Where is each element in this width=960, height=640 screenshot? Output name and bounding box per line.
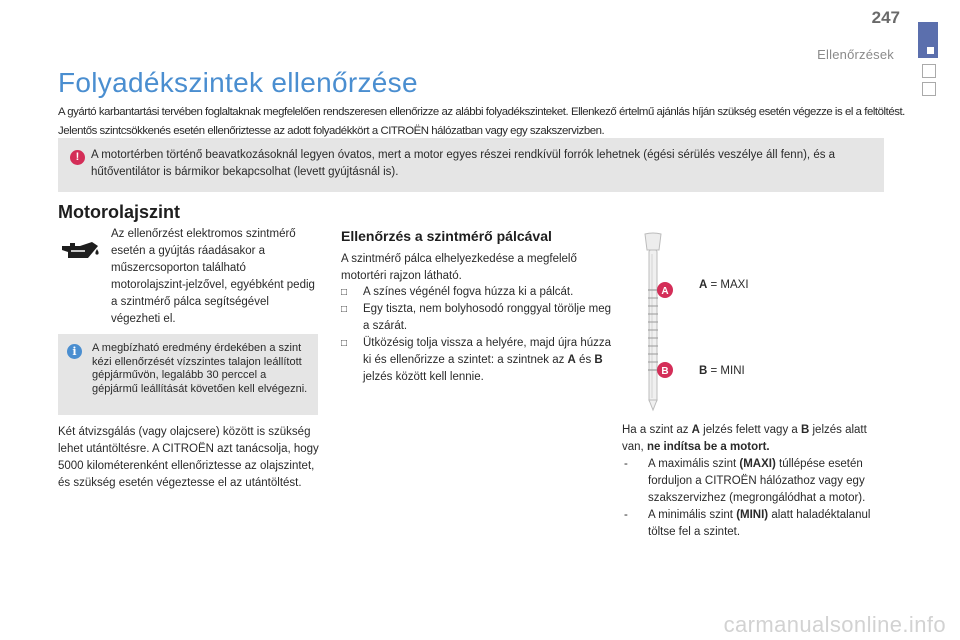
label-mini: B = MINI <box>699 365 745 377</box>
square-icon <box>922 64 936 78</box>
level-notes-list <box>622 456 884 541</box>
list-item: □ A színes végénél fogva húzza ki a pálcát. <box>341 284 616 301</box>
level-note: Ha a szint az A jelzés felett vagy a B jelzés alatt van, ne indítsa be a motort. <box>622 424 867 453</box>
list-item: □ Egy tiszta, nem bolyhosodó ronggyal törölje meg a szárát. <box>341 303 612 332</box>
tab-dot <box>927 47 934 54</box>
dipstick-heading: Ellenőrzés a szintmérő pálcával <box>341 228 552 244</box>
list-item: □ Ütközésig tolja vissza a helyére, majd újra húzza ki és ellenőrizze a szintet: a szintnek az A és B jelzés között kell lennie. <box>341 337 612 383</box>
bullet-icon: □ <box>341 287 348 298</box>
motor-oil-heading: Motorolajszint <box>58 202 180 222</box>
page-title: Folyadékszintek ellenőrzése <box>58 67 418 98</box>
watermark: carmanualsonline.info <box>723 612 946 637</box>
info-box <box>58 334 318 415</box>
marker-a-label: A <box>661 286 669 297</box>
info-icon: i <box>67 344 82 359</box>
intro-text: A gyártó karbantartási tervében foglaltaknak megfelelően rendszeresen ellenőrizze az alábbi folyadékszinteket. Ellenkező értelmű ajánlás híján szükség esetén végezze is el a feltöltést. Jelentős szintcsökkenés esetén ellenőriztesse az adott folyadékkört a CITROËN hálózatban vagy egy szakszervizben. <box>58 106 905 137</box>
list-item: - A maximális szint (MAXI) túllépése esetén forduljon a CITROËN hálózathoz vagy egy szakszervizhez (megrongálódhat a motor). <box>624 458 866 504</box>
warning-icon: ! <box>70 150 85 165</box>
section-name: Ellenőrzések <box>817 47 894 62</box>
dipstick-steps <box>341 284 616 386</box>
marker-b-label: B <box>661 366 669 377</box>
page-number: 247 <box>871 8 900 27</box>
chapter-tab <box>918 22 938 58</box>
warning-box <box>58 138 884 192</box>
dipstick-intro: A szintmérő pálca elhelyezkedése a megfelelő motortéri rajzon látható. <box>341 253 577 282</box>
square-icon <box>922 82 936 96</box>
oil-can-icon <box>60 238 100 268</box>
label-maxi: A = MAXI <box>699 279 749 291</box>
warning-text: A motortérben történő beavatkozásoknál legyen óvatos, mert a motor egyes részei rendkívül forrók lehetnek (égési sérülés veszélye áll fenn), és a hűtőventilátor is bármikor bekapcsolhat (levett gyújtásnál is). <box>91 149 836 178</box>
dipstick-diagram <box>628 232 678 412</box>
list-item: - A minimális szint (MINI) alatt haladéktalanul töltse fel a szintet. <box>624 509 871 538</box>
bullet-icon: □ <box>341 338 348 349</box>
info-text: A megbízható eredmény érdekében a szint kézi ellenőrzését vízszintes talajon leállított gépjárművön, legalább 30 perccel a gépjármű leállítását követően kell elvégezni. <box>92 342 308 395</box>
motor-oil-text: Az ellenőrzést elektromos szintmérő esetén a gyújtás ráadásakor a műszercsoporton található motorolajszint-jelzővel, egyébként pedig a szintmérő pálca segítségével végezheti el. <box>111 228 315 325</box>
bullet-icon: □ <box>341 304 348 315</box>
oil-refill-text: Két átvizsgálás (vagy olajcsere) között is szükség lehet utántöltésre. A CITROËN azt tanácsolja, hogy 5000 kilométerenként ellenőriztesse az olajszintet, és szükség esetén végeztesse el az utántöltést. <box>58 426 319 489</box>
